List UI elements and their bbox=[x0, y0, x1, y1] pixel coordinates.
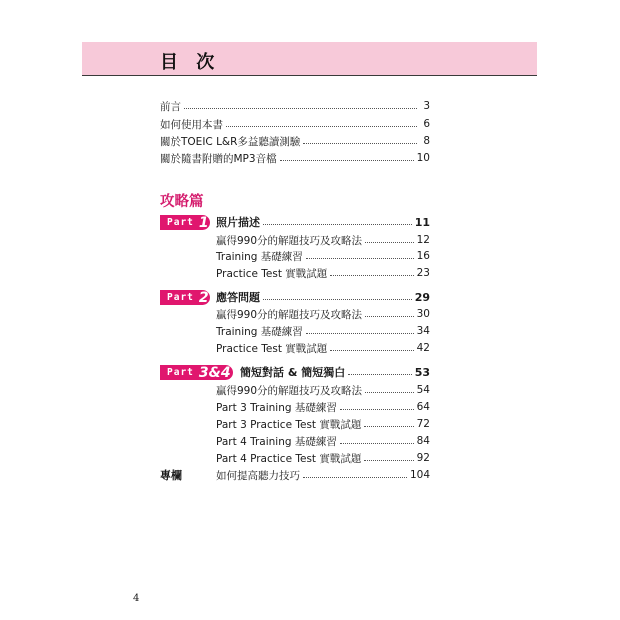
entry-label: 贏得990分的解題技巧及攻略法 bbox=[216, 384, 363, 397]
toc-entry-how-to-use[interactable] bbox=[160, 117, 430, 131]
leader-dots bbox=[280, 160, 414, 161]
entry-page: 104 bbox=[409, 469, 430, 481]
leader-dots bbox=[330, 275, 413, 276]
toc-part-2-item[interactable] bbox=[216, 307, 430, 321]
toc-entry-about-mp3[interactable] bbox=[160, 151, 430, 165]
toc-entry-about-toeic[interactable] bbox=[160, 134, 430, 148]
entry-label: Training 基礎練習 bbox=[216, 325, 303, 338]
leader-dots bbox=[330, 350, 413, 351]
part-badge-2 bbox=[160, 290, 210, 305]
badge-part-number: 1 bbox=[198, 214, 209, 231]
entry-page: 3 bbox=[423, 100, 430, 112]
toc-part-3-4-item[interactable] bbox=[216, 383, 430, 397]
leader-dots bbox=[263, 224, 412, 225]
page-number: 4 bbox=[133, 593, 140, 604]
entry-label: Part 4 Training 基礎練習 bbox=[216, 435, 337, 448]
entry-page: 84 bbox=[416, 435, 430, 447]
toc-part-3-4-title[interactable] bbox=[240, 365, 430, 379]
entry-label: Part 3 Training 基礎練習 bbox=[216, 401, 337, 414]
entry-page: 8 bbox=[423, 135, 430, 147]
toc-part-3-4-item[interactable] bbox=[216, 400, 430, 414]
entry-page: 54 bbox=[416, 384, 430, 396]
entry-page: 16 bbox=[416, 250, 430, 262]
badge-part-number: 3&4 bbox=[198, 364, 231, 381]
entry-page: 10 bbox=[416, 152, 430, 164]
entry-label: Part 3 Practice Test 實戰試題 bbox=[216, 418, 362, 431]
entry-label: 前言 bbox=[160, 100, 181, 113]
entry-page: 92 bbox=[416, 452, 430, 464]
column-heading: 專欄 bbox=[160, 469, 182, 482]
entry-label: 如何使用本書 bbox=[160, 118, 223, 131]
entry-label: 如何提高聽力技巧 bbox=[216, 469, 300, 482]
title-bar bbox=[82, 42, 537, 76]
leader-dots bbox=[348, 374, 411, 375]
entry-page: 64 bbox=[416, 401, 430, 413]
entry-page: 53 bbox=[414, 365, 430, 379]
badge-part-word: Part bbox=[167, 367, 194, 378]
toc-part-2-title[interactable] bbox=[216, 290, 430, 304]
badge-part-number: 2 bbox=[198, 289, 209, 306]
entry-label: 簡短對話 & 簡短獨白 bbox=[240, 366, 346, 379]
toc-part-2-item[interactable] bbox=[216, 341, 430, 355]
entry-page: 6 bbox=[423, 118, 430, 130]
toc-part-3-4-item[interactable] bbox=[216, 434, 430, 448]
leader-dots bbox=[226, 126, 417, 127]
toc-part-1-item[interactable] bbox=[216, 233, 430, 247]
entry-label: 贏得990分的解題技巧及攻略法 bbox=[216, 308, 363, 321]
toc-column-item[interactable] bbox=[216, 468, 430, 482]
leader-dots bbox=[303, 477, 407, 478]
badge-part-word: Part bbox=[167, 292, 194, 303]
leader-dots bbox=[263, 299, 412, 300]
entry-label: 關於TOEIC L&R多益聽讀測驗 bbox=[160, 135, 301, 148]
toc-part-3-4-item[interactable] bbox=[216, 451, 430, 465]
toc-part-1-item[interactable] bbox=[216, 266, 430, 280]
leader-dots bbox=[340, 409, 414, 410]
entry-label: Practice Test 實戰試題 bbox=[216, 342, 328, 355]
toc-part-1-title[interactable] bbox=[216, 215, 430, 229]
entry-page: 29 bbox=[414, 290, 430, 304]
section-heading: 攻略篇 bbox=[160, 194, 204, 210]
toc-part-3-4-item[interactable] bbox=[216, 417, 430, 431]
entry-page: 23 bbox=[416, 267, 430, 279]
page-title: 目 次 bbox=[160, 52, 221, 73]
leader-dots bbox=[364, 460, 413, 461]
entry-page: 30 bbox=[416, 308, 430, 320]
toc-entry-preface[interactable] bbox=[160, 99, 430, 113]
badge-part-word: Part bbox=[167, 217, 194, 228]
toc-part-2-item[interactable] bbox=[216, 324, 430, 338]
leader-dots bbox=[306, 333, 414, 334]
part-badge-3-4 bbox=[160, 365, 233, 380]
entry-page: 34 bbox=[416, 325, 430, 337]
entry-label: 照片描述 bbox=[216, 216, 260, 229]
entry-page: 72 bbox=[416, 418, 430, 430]
entry-label: 應答問題 bbox=[216, 291, 260, 304]
leader-dots bbox=[364, 426, 413, 427]
part-badge-1 bbox=[160, 215, 210, 230]
leader-dots bbox=[340, 443, 414, 444]
entry-label: 關於隨書附贈的MP3音檔 bbox=[160, 152, 277, 165]
leader-dots bbox=[365, 242, 414, 243]
entry-page: 11 bbox=[414, 215, 430, 229]
leader-dots bbox=[184, 108, 417, 109]
entry-label: Part 4 Practice Test 實戰試題 bbox=[216, 452, 362, 465]
leader-dots bbox=[303, 143, 417, 144]
leader-dots bbox=[365, 392, 414, 393]
entry-page: 12 bbox=[416, 234, 430, 246]
leader-dots bbox=[306, 258, 414, 259]
entry-label: Training 基礎練習 bbox=[216, 250, 303, 263]
toc-part-1-item[interactable] bbox=[216, 249, 430, 263]
entry-label: Practice Test 實戰試題 bbox=[216, 267, 328, 280]
leader-dots bbox=[365, 316, 414, 317]
entry-label: 贏得990分的解題技巧及攻略法 bbox=[216, 234, 363, 247]
entry-page: 42 bbox=[416, 342, 430, 354]
